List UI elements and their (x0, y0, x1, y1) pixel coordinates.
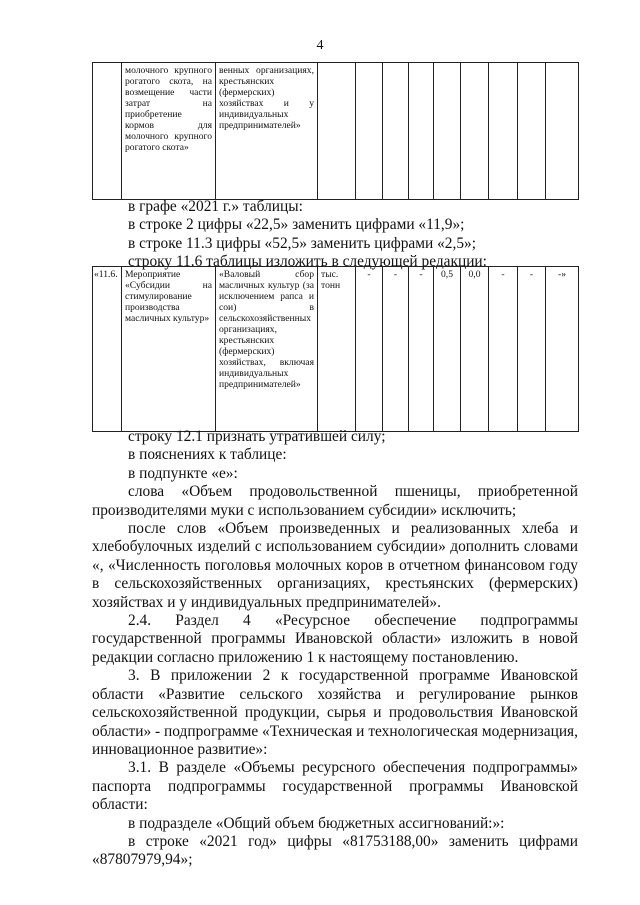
cell-value: - (383, 267, 409, 432)
paragraph: в строке «2021 год» цифры «81753188,00» заменить цифрами «87807979,94»; (92, 832, 578, 869)
table-row (93, 63, 579, 200)
cell-value: - (489, 267, 518, 432)
cell (546, 63, 579, 200)
paragraph: строку 12.1 признать утратившей силу; (128, 428, 386, 445)
instructions-block-a (92, 198, 578, 272)
table-row (93, 267, 579, 432)
cell (409, 63, 434, 200)
cell-number: «11.6. (93, 267, 122, 432)
cell-value: 0,0 (461, 267, 489, 432)
cell (318, 63, 356, 200)
cell-unit: тыс. тонн (318, 267, 356, 432)
cell (518, 63, 546, 200)
cell (383, 63, 409, 200)
paragraph: в подпункте «е»: (128, 464, 238, 482)
cell-value: -» (546, 267, 579, 432)
cell-event: молочного крупного рогатого скота, на возмещение части затрат на приобретение кормов для молочного крупного рогатого скота» (122, 63, 216, 200)
cell-value: 0,5 (434, 267, 461, 432)
cell-value: - (356, 267, 383, 432)
paragraph: 3. В приложении 2 к государственной программе Ивановской области «Развитие сельского хозяйства и регулирование рынков сельскохозяйственной продукции, сырья и продовольствия Ивановской области» - подпрограмме «Техническая и технологическая модернизация, инновационное развитие»: (92, 667, 578, 758)
paragraph: 3.1. В разделе «Объемы ресурсного обеспечения подпрограммы» паспорта подпрограммы государственной программы Ивановской области: (92, 759, 578, 814)
page-number: 4 (316, 38, 324, 53)
paragraph: в строке 11.3 цифры «52,5» заменить цифрами «2,5»; (128, 234, 476, 252)
table-row-11-6 (92, 266, 579, 432)
cell-value: - (409, 267, 434, 432)
cell (434, 63, 461, 200)
paragraph: в подразделе «Общий объем бюджетных ассигнований:»: (128, 814, 505, 832)
cell (356, 63, 383, 200)
cell (461, 63, 489, 200)
instructions-block-b (92, 428, 578, 870)
paragraph: строку 11.6 таблицы изложить в следующей редакции: (128, 253, 487, 271)
paragraph: в строке 2 цифры «22,5» заменить цифрами «11,9»; (128, 216, 465, 234)
table-continuation (92, 62, 579, 200)
cell (489, 63, 518, 200)
paragraph: слова «Объем продовольственной пшеницы, приобретенной производителями муки с использованием субсидии» исключить; (92, 483, 578, 519)
paragraph: в пояснениях к таблице: (128, 446, 287, 464)
cell-indicator: венных организациях, крестьянских (фермерских) хозяйствах и у индивидуальных предпринимателей» (216, 63, 318, 200)
paragraph: после слов «Объем произведенных и реализованных хлеба и хлебобулочных изделий с использованием субсидии» дополнить словами «, «Численность поголовья молочных коров в отчетном финансовом году в сельскохозяйственных организациях, крестьянских (фермерских) хозяйствах и у индивидуальных предпринимателей». (92, 520, 578, 611)
cell-value: - (518, 267, 546, 432)
cell-event: Мероприятие «Субсидии на стимулирование производства масличных культур» (122, 267, 216, 432)
cell (93, 63, 122, 200)
paragraph: в графе «2021 г.» таблицы: (128, 198, 303, 215)
cell-indicator: «Валовый сбор масличных культур (за исключением рапса и сои) в сельскохозяйственных организациях, крестьянских (фермерских) хозяйствах, включая индивидуальных предпринимателей» (216, 267, 318, 432)
paragraph: 2.4. Раздел 4 «Ресурсное обеспечение подпрограммы государственной программы Ивановской области» изложить в новой редакции согласно приложению 1 к настоящему постановлению. (92, 612, 578, 666)
